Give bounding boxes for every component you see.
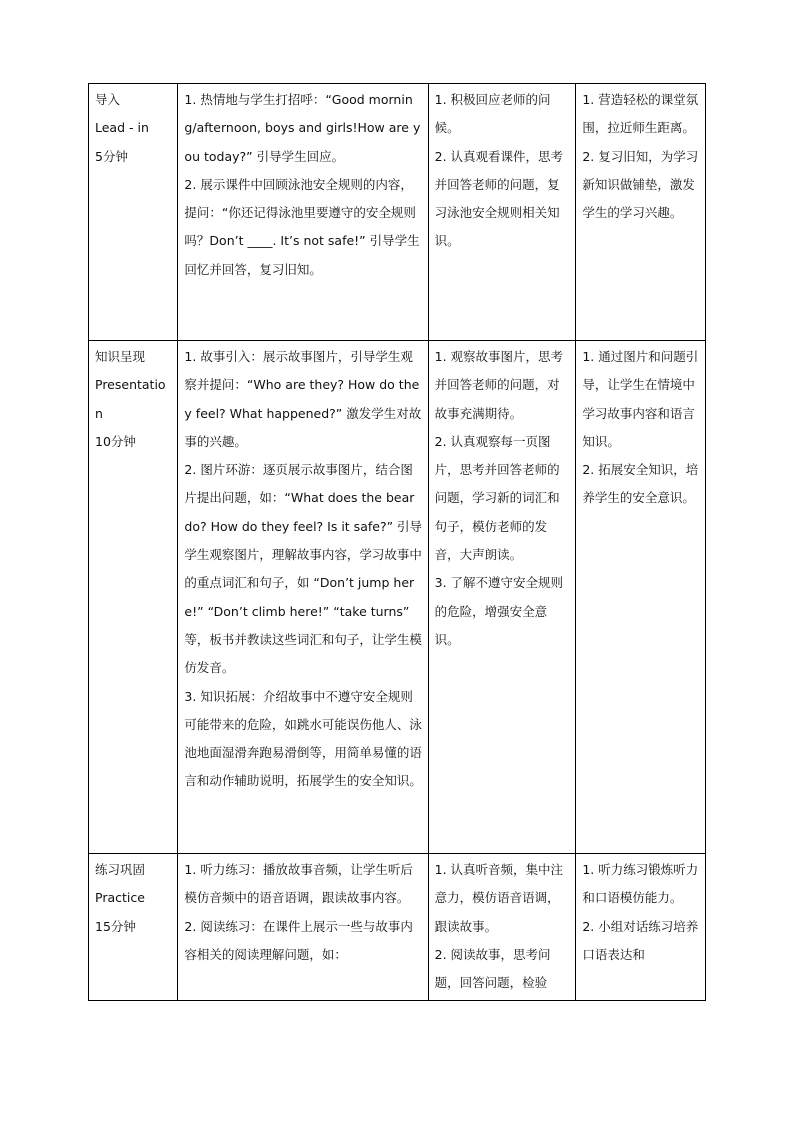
stage-cell (89, 854, 178, 1001)
teacher-activity-cell (178, 854, 428, 1001)
purpose-cell (576, 854, 706, 1001)
design-purpose: 1. 营造轻松的课堂氛围，拉近师生距离。 (582, 92, 699, 136)
purpose-cell (576, 84, 706, 341)
stage-cell (89, 341, 178, 854)
stage-cell (89, 84, 178, 341)
teacher-activity: 1. 听力练习：播放故事音频，让学生听后模仿音频中的语音语调，跟读故事内容。 (184, 862, 413, 906)
student-activity: 1. 积极回应老师的问候。 (434, 92, 551, 136)
design-purpose: 2. 复习旧知，为学习新知识做铺垫，激发学生的学习兴趣。 (582, 148, 699, 221)
student-activity: 2. 认真观看课件，思考并回答老师的问题，复习泳池安全规则相关知识。 (434, 148, 564, 249)
stage-name: 知识呈现 (95, 349, 146, 364)
stage-english: Practice (95, 890, 145, 906)
student-activity: 2. 阅读故事，思考问题，回答问题，检验 (434, 946, 551, 991)
design-purpose: 2. 小组对话练习培养口语表达和 (582, 918, 699, 962)
teacher-activity: 1. 热情地与学生打招呼：“Good morning/afternoon, boys and girls!How are you today?” 引导学生回应。 (184, 92, 421, 164)
student-activity-cell (428, 854, 576, 1001)
table-row (89, 341, 706, 854)
stage-duration: 15分钟 (95, 918, 136, 934)
design-purpose: 1. 听力练习锻炼听力和口语模仿能力。 (582, 862, 699, 906)
lesson-plan-table (88, 83, 706, 1001)
stage-duration: 5分钟 (95, 148, 128, 164)
table-row (89, 854, 706, 1001)
design-purpose: 1. 通过图片和问题引导，让学生在情境中学习故事内容和语言知识。 (582, 349, 699, 449)
teacher-activity-cell (178, 84, 428, 341)
purpose-cell (576, 341, 706, 854)
teacher-activity: 2. 图片环游：逐页展示故事图片，结合图片提出问题，如：“What does the bear do? How do they feel? Is it safe?” 引导学生观察图片，理解故事内容，学习故事中的重点词汇和句子，如 “Don’t jump here!” “Don’t climb here!” “take turns” 等，板书并教读这些词汇和句子，让学生模仿发音。 (184, 462, 423, 676)
design-purpose: 2. 拓展安全知识，培养学生的安全意识。 (582, 462, 699, 506)
teacher-activity: 1. 故事引入：展示故事图片，引导学生观察并提问：“Who are they? How do they feel? What happened?” 激发学生对故事的兴趣。 (184, 349, 422, 449)
student-activity: 1. 认真听音频，集中注意力，模仿语音语调，跟读故事。 (434, 862, 564, 934)
stage-english: Lead - in (95, 120, 149, 136)
teacher-activity: 2. 展示课件中回顾泳池安全规则的内容，提问：“你还记得泳池里要遵守的安全规则吗？Don’t ____. It’s not safe!” 引导学生回忆并回答，复习旧知。 (184, 176, 420, 277)
student-activity: 1. 观察故事图片，思考并回答老师的问题，对故事充满期待。 (434, 349, 564, 421)
stage-name: 练习巩固 (95, 862, 146, 877)
stage-name: 导入 (95, 92, 121, 107)
student-activity: 2. 认真观察每一页图片，思考并回答老师的问题，学习新的词汇和句子，模仿老师的发音，大声朗读。 (434, 433, 560, 563)
stage-duration: 10分钟 (95, 433, 136, 449)
student-activity-cell (428, 84, 576, 341)
student-activity: 3. 了解不遵守安全规则的危险，增强安全意识。 (434, 575, 564, 647)
stage-english: Presentation (95, 377, 166, 421)
teacher-activity: 2. 阅读练习：在课件上展示一些与故事内容相关的阅读理解问题，如： (184, 918, 413, 962)
table-row (89, 84, 706, 341)
teacher-activity: 3. 知识拓展：介绍故事中不遵守安全规则可能带来的危险，如跳水可能误伤他人、泳池地面湿滑奔跑易滑倒等，用简单易懂的语言和动作辅助说明，拓展学生的安全知识。 (184, 688, 422, 789)
teacher-activity-cell (178, 341, 428, 854)
student-activity-cell (428, 341, 576, 854)
